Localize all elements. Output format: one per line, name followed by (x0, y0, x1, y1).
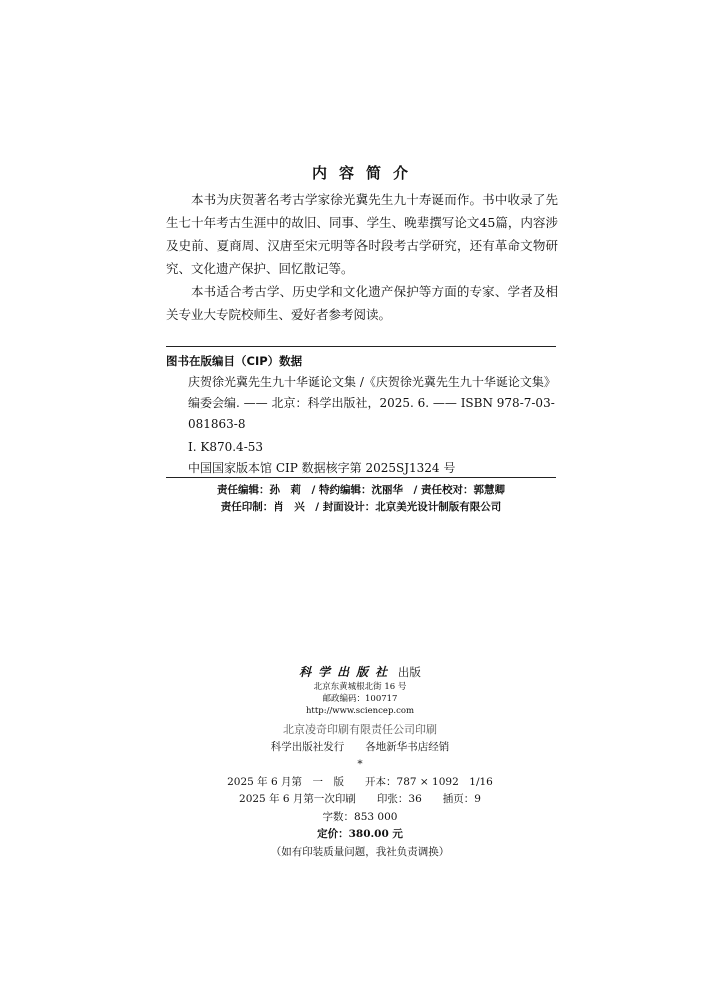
separator-star: * (357, 758, 363, 770)
printer-line: 北京凌奇印刷有限责任公司印刷 (283, 723, 437, 736)
cip-block (166, 351, 556, 479)
summary-paragraph: 本书适合考古学、历史学和文化遗产保护等方面的专家、学者及相关专业大专院校师生、爱好者参考阅读。 (166, 284, 558, 322)
cip-verification: 中国国家版本馆 CIP 数据核字第 2025SJ1324 号 (188, 461, 456, 475)
summary-body (166, 188, 558, 326)
staff-credits (166, 482, 556, 516)
quality-notice: （如有印装质量问题，我社负责调换） (270, 845, 450, 858)
cip-heading: 图书在版编目（CIP）数据 (166, 354, 303, 368)
publisher-name (0, 663, 720, 680)
cip-bottom-rule (166, 477, 556, 478)
printing-line: 2025 年 6 月第一次印刷 印张：36 插页：9 (239, 793, 481, 805)
staff-line-1: 责任编辑：孙 莉 / 特约编辑：沈丽华 / 责任校对：郭慧卿 (217, 484, 505, 496)
summary-title: 内容简介 (311, 164, 420, 182)
imprint-block (0, 721, 720, 861)
publisher-logo: 科学出版社 (299, 665, 395, 679)
publisher-suffix: 出版 (397, 665, 421, 679)
publisher-postcode: 邮政编码：100717 (322, 694, 398, 704)
staff-line-2: 责任印制：肖 兴 / 封面设计：北京美光设计制版有限公司 (220, 501, 502, 513)
distribution-line: 科学出版社发行 各地新华书店经销 (270, 740, 450, 753)
publisher-url: http://www.sciencep.com (305, 706, 415, 716)
publisher-address: 北京东黄城根北街 16 号 (313, 682, 407, 692)
cip-entry: 庆贺徐光冀先生九十华诞论文集 /《庆贺徐光冀先生九十华诞论文集》编委会编. —— 北京：科学出版社，2025. 6. —— ISBN 978-7-03-081863-8 (188, 375, 556, 431)
cip-top-rule (166, 346, 556, 347)
summary-paragraph: 本书为庆贺著名考古学家徐光冀先生九十寿诞而作。书中收录了先生七十年考古生涯中的故旧、同事、学生、晚辈撰写论文45篇，内容涉及史前、夏商周、汉唐至宋元明等各时段考古学研究，还有革命文物研究、文化遗产保护、回忆散记等。 (166, 192, 558, 276)
price: 定价：380.00 元 (317, 828, 403, 840)
edition-line: 2025 年 6 月第 一 版 开本：787 × 1092 1/16 (227, 775, 493, 788)
cip-classification: Ⅰ. K870.4-53 (188, 440, 264, 454)
publisher-info (0, 681, 720, 717)
word-count: 字数：853 000 (322, 810, 398, 823)
